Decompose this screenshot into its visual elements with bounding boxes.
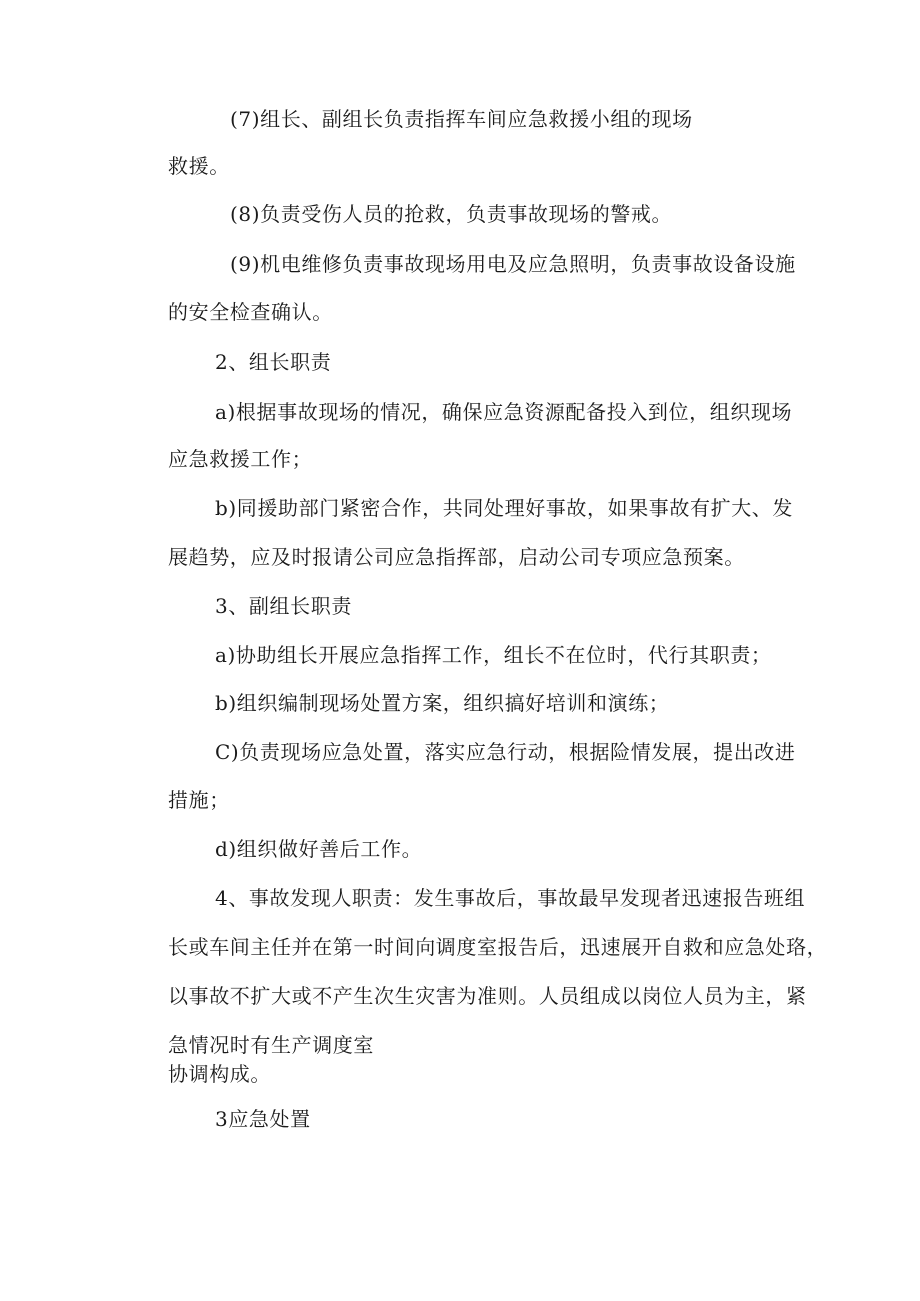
paragraph-line: a)根据事故现场的情况，确保应急资源配备投入到位，组织现场 (215, 400, 793, 424)
paragraph-line: b)同援助部门紧密合作，共同处理好事故，如果事故有扩大、发 (215, 496, 794, 520)
paragraph-line: 急情况时有生产调度室 (168, 1033, 374, 1057)
paragraph-line: b)组织编制现场处置方案，组织搞好培训和演练； (215, 691, 670, 715)
paragraph-line: 协调构成。 (168, 1062, 271, 1086)
paragraph-line: 的安全检查确认。 (168, 300, 333, 324)
paragraph-line: (9)机电维修负责事故现场用电及应急照明，负责事故设备设施 (230, 252, 796, 276)
paragraph-line: d)组织做好善后工作。 (215, 837, 423, 861)
paragraph-line: (8)负责受伤人员的抢救，负责事故现场的警戒。 (230, 202, 673, 226)
paragraph-line: 应急救援工作； (168, 447, 313, 471)
section-heading: 3应急处置 (215, 1107, 311, 1131)
paragraph-line: 以事故不扩大或不产生次生灾害为准则。人员组成以岗位人员为主，紧 (168, 984, 807, 1008)
paragraph-line: 4、事故发现人职责：发生事故后，事故最早发现者迅速报告班组 (215, 886, 806, 910)
paragraph-line: (7)组长、副组长负责指挥车间应急救援小组的现场 (230, 107, 693, 131)
paragraph-line: C)负责现场应急处置，落实应急行动，根据险情发展，提出改进 (215, 740, 796, 764)
paragraph-line: a)协助组长开展应急指挥工作，组长不在位时，代行其职责； (215, 643, 772, 667)
paragraph-line: 措施； (168, 788, 230, 812)
paragraph-line: 长或车间主任并在第一时间向调度室报告后，迅速展开自救和应急处珞， (168, 935, 828, 959)
section-heading: 3、副组长职责 (215, 594, 352, 618)
paragraph-line: 救援。 (168, 154, 230, 178)
section-heading: 2、组长职责 (215, 350, 332, 374)
paragraph-line: 展趋势，应及时报请公司应急指挥部，启动公司专项应急预案。 (168, 545, 745, 569)
